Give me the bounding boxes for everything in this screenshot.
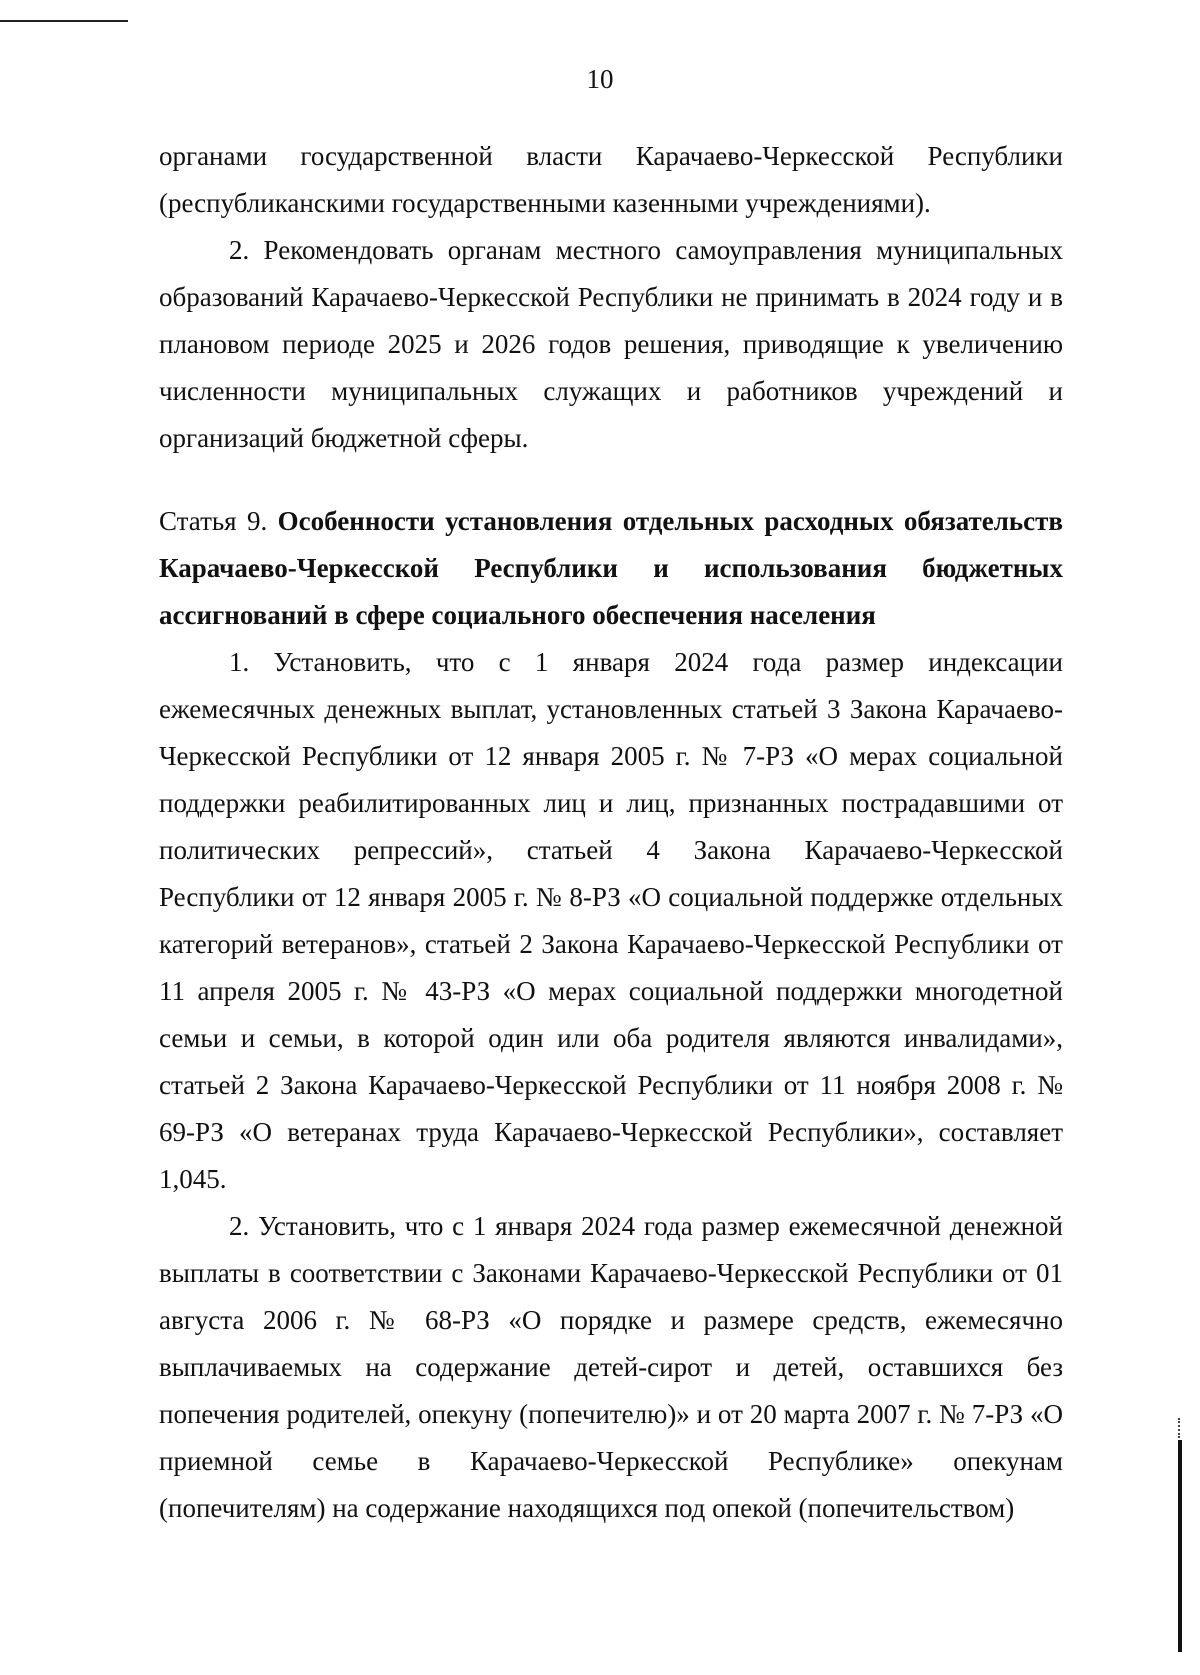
paragraph-continuation: органами государственной власти Карачаево-Черкесской Республики (республиканскими государственными казенными учреждениями). <box>159 141 1063 218</box>
document-body <box>159 133 1063 1532</box>
scan-artifact-right <box>1178 1440 1182 1652</box>
article-title: Особенности установления отдельных расходных обязательств Карачаево-Черкесской Республики и использования бюджетных ассигнований в сфере социального обеспечения населения <box>159 506 1063 630</box>
paragraph-recommendation: 2. Рекомендовать органам местного самоуправления муниципальных образований Карачаево-Черкесской Республики не принимать в 2024 году и в плановом периоде 2025 и 2026 годов решения, приводящие к увеличению численности муниципальных служащих и работников учреждений и организаций бюджетной сферы. <box>159 235 1063 453</box>
page-number: 10 <box>586 64 614 94</box>
paragraph-monthly-payment: 2. Установить, что с 1 января 2024 года размер ежемесячной денежной выплаты в соответствии с Законами Карачаево-Черкесской Республики от 01 августа 2006 г. № 68-РЗ «О порядке и размере средств, ежемесячно выплачиваемых на содержание детей-сирот и детей, оставшихся без попечения родителей, опекуну (попечителю)» и от 20 марта 2007 г. № 7-РЗ «О приемной семье в Карачаево-Черкесской Республике» опекунам (попечителям) на содержание находящихся под опекой (попечительством) <box>159 1211 1063 1523</box>
scan-artifact-dots <box>1178 1418 1182 1438</box>
paragraph-indexation: 1. Установить, что с 1 января 2024 года размер индексации ежемесячных денежных выплат, установленных статьей 3 Закона Карачаево-Черкесской Республики от 12 января 2005 г. № 7-РЗ «О мерах социальной поддержки реабилитированных лиц и лиц, признанных пострадавшими от политических репрессий», статьей 4 Закона Карачаево-Черкесской Республики от 12 января 2005 г. № 8-РЗ «О социальной поддержке отдельных категорий ветеранов», статьей 2 Закона Карачаево-Черкесской Республики от 11 апреля 2005 г. № 43-РЗ «О мерах социальной поддержки многодетной семьи и семьи, в которой один или оба родителя являются инвалидами», статьей 2 Закона Карачаево-Черкесской Республики от 11 ноября 2008 г. № 69-РЗ «О ветеранах труда Карачаево-Черкесской Республики», составляет 1,045. <box>159 647 1063 1194</box>
article-label: Статья 9. <box>159 506 268 536</box>
scan-artifact-top <box>0 20 128 22</box>
article-heading <box>159 498 1063 639</box>
section-gap <box>159 462 1063 498</box>
